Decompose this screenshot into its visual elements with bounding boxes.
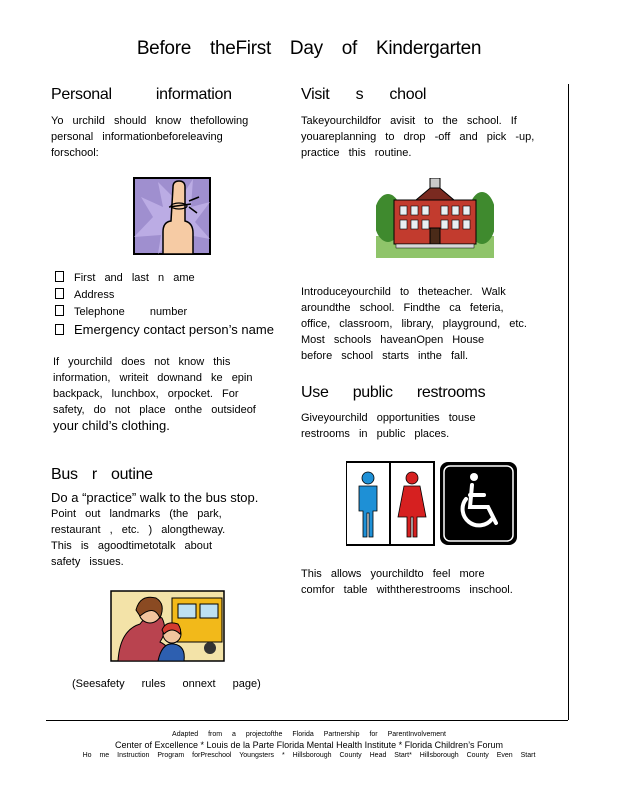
personal-info-list — [55, 270, 274, 338]
footer-divider — [46, 720, 568, 721]
personal-info-heading: Personal information — [51, 86, 232, 103]
footer-programs-line: Ho me Instruction Program forPreschool Youngsters * Hillsborough County Head Start* Hillsborough County Even Start — [82, 752, 536, 759]
personal-info-intro: Yo urchild should know thefollowing personal informationbeforeleaving forschool: — [51, 115, 249, 159]
list-item: Address — [55, 287, 274, 304]
public-restrooms-text: Giveyourchild opportunities touse restrooms in public places. — [301, 412, 476, 440]
restroom-signs-icon — [346, 461, 518, 546]
visit-school-details: Introduceyourchild to theteacher. Walk aroundthe school. Findthe ca feteria, office, classroom, library, playground, etc. Most schools haveanOpen House before school starts inthe fall. — [301, 286, 527, 362]
public-restrooms-details: This allows yourchildto feel more comfor table withtherestrooms inschool. — [301, 568, 513, 596]
school-building-icon — [376, 178, 494, 258]
footer-organizations-line: Center of Excellence * Louis de la Parte Florida Mental Health Institute * Florida Children’s Forum — [114, 740, 504, 750]
mother-child-bus-icon — [110, 590, 225, 662]
visit-school-heading: Visit s chool — [301, 86, 427, 103]
list-item: First and last n ame — [55, 270, 274, 287]
finger-with-string-icon — [133, 177, 211, 255]
personal-info-note: If yourchild does not know this information, writeit downand ke epin backpack, lunchbox, orpocket. For safety, do not place onthe outsideof your child’s clothing. — [53, 356, 256, 433]
bus-routine-heading: Bus r outine — [51, 466, 153, 483]
bus-routine-text: Do a “practice” walk to the bus stop. Point out landmarks (the park, restaurant , etc. ) alongtheway. This is agoodtimetotalk about safety issues. — [51, 490, 259, 568]
visit-school-text: Takeyourchildfor avisit to the school. If youareplanning to drop -off and pick -up, practice this routine. — [301, 115, 535, 159]
bus-safety-caption: (Seesafety rules onnext page) — [72, 678, 261, 690]
list-item: Emergency contact person’s name — [55, 321, 274, 338]
footer-adapted-line: Adapted from a projectofthe Florida Partnership for ParentInvolvement — [172, 731, 446, 738]
public-restrooms-heading: Use public restrooms — [301, 384, 486, 401]
list-item: Telephone number — [55, 304, 274, 321]
page-title: Before theFirst Day of Kindergarten — [136, 38, 482, 59]
column-divider — [568, 84, 569, 720]
